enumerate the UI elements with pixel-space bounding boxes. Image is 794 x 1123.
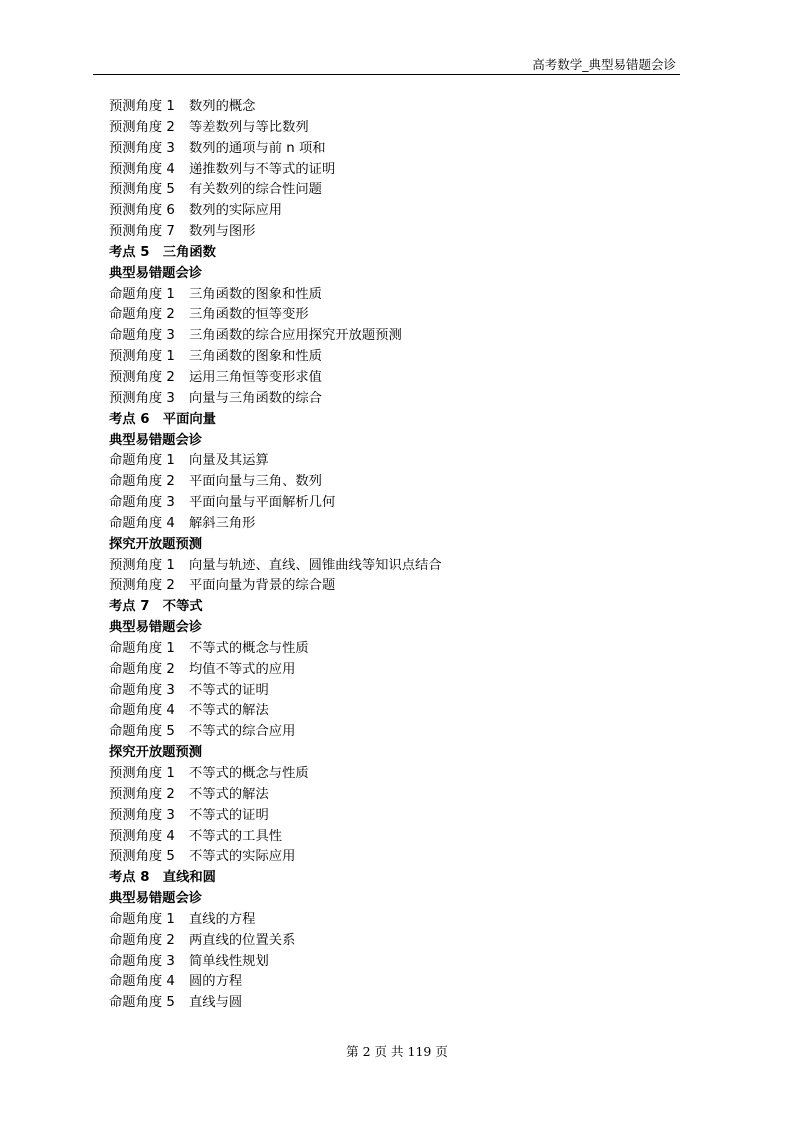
outline-item-label: 预测角度 1 [109,349,175,365]
outline-item-text: 直线与圆 [189,995,243,1011]
outline-item-text: 不等式的实际应用 [189,849,296,865]
outline-item-text: 不等式的证明 [189,807,269,823]
outline-item [109,556,669,577]
outline-item-text: 向量与轨迹、直线、圆锥曲线等知识点结合 [189,557,442,573]
outline-item-text: 不等式的工具性 [189,828,283,844]
outline-item-label: 预测角度 6 [109,203,175,219]
outline-item-text: 数列的概念 [189,99,256,114]
outline-item-text: 解斜三角形 [189,515,256,531]
outline-item-label: 命题角度 1 [109,911,175,927]
outline-item [109,493,669,514]
outline-item [109,847,669,868]
outline-item [109,118,669,139]
outline-item [109,764,669,785]
outline-item-label: 预测角度 2 [109,786,175,802]
section-heading: 考点 5 三角函数 [109,244,216,260]
outline-item-label: 预测角度 7 [109,224,175,240]
outline-item-label: 命题角度 5 [109,995,175,1011]
outline-item-label: 预测角度 2 [109,578,175,594]
outline-item [109,222,669,243]
outline-item-label: 预测角度 4 [109,828,175,844]
outline-item-text: 有关数列的综合性问题 [189,182,322,198]
outline-item-text: 平面向量与平面解析几何 [189,495,336,511]
outline-item [109,931,669,952]
outline-item [109,514,669,535]
outline-item [109,347,669,368]
outline-item [109,660,669,681]
outline-item [109,701,669,722]
section-heading: 典型易错题会诊 [109,891,203,907]
outline-item-label: 命题角度 4 [109,515,175,531]
outline-item-label: 命题角度 2 [109,474,175,490]
outline-item [109,326,669,347]
outline-item-text: 不等式的综合应用 [189,724,296,740]
section-heading: 探究开放题预测 [109,536,203,552]
outline-item-text: 等差数列与等比数列 [189,119,309,135]
outline-item-label: 预测角度 3 [109,807,175,823]
outline-item-label: 命题角度 4 [109,703,175,719]
outline-item-text: 不等式的解法 [189,703,269,719]
outline-item-text: 向量及其运算 [189,453,269,469]
outline-item-label: 预测角度 1 [109,99,175,114]
outline-item-label: 预测角度 4 [109,161,175,177]
outline-item-label: 命题角度 2 [109,932,175,948]
outline-item-text: 运用三角恒等变形求值 [189,369,322,385]
outline-item [109,806,669,827]
running-header-title: 高考数学_典型易错题会诊 [532,57,676,72]
page-footer: 第 2 页 共 119 页 [346,1044,448,1059]
outline-item-text: 数列的实际应用 [189,203,283,219]
outline-item-text: 圆的方程 [189,974,243,990]
outline-item-text: 三角函数的图象和性质 [189,286,322,302]
outline-item-label: 命题角度 1 [109,640,175,656]
outline-item-text: 三角函数的恒等变形 [189,307,309,323]
outline-item-label: 预测角度 5 [109,849,175,865]
outline-item [109,389,669,410]
section-heading: 探究开放题预测 [109,745,203,761]
section-heading: 典型易错题会诊 [109,265,203,281]
outline-item [109,305,669,326]
header-divider [93,74,680,75]
outline-item-label: 预测角度 1 [109,557,175,573]
outline-item-label: 命题角度 1 [109,286,175,302]
outline-item-label: 预测角度 5 [109,182,175,198]
outline-item-text: 递推数列与不等式的证明 [189,161,336,177]
outline-item [109,681,669,702]
outline-item [109,576,669,597]
outline-list [109,97,669,1014]
outline-item [109,201,669,222]
outline-item-text: 数列的通项与前 n 项和 [189,140,326,156]
outline-item [109,722,669,743]
outline-item-text: 不等式的解法 [189,786,269,802]
outline-item [109,472,669,493]
outline-item-label: 命题角度 4 [109,974,175,990]
outline-item [109,97,669,118]
outline-item [109,785,669,806]
outline-item-label: 命题角度 3 [109,953,175,969]
outline-item-label: 命题角度 3 [109,682,175,698]
outline-item-text: 三角函数的综合应用探究开放题预测 [189,328,402,344]
outline-item-label: 预测角度 3 [109,390,175,406]
outline-item [109,368,669,389]
outline-item-text: 不等式的概念与性质 [189,640,309,656]
outline-item-text: 不等式的证明 [189,682,269,698]
outline-item [109,160,669,181]
outline-item-text: 数列与图形 [189,224,256,240]
section-heading: 典型易错题会诊 [109,620,203,636]
outline-item-text: 简单线性规划 [189,953,269,969]
outline-item [109,285,669,306]
section-heading: 典型易错题会诊 [109,432,203,448]
outline-item-label: 命题角度 2 [109,307,175,323]
outline-item [109,451,669,472]
outline-item [109,993,669,1014]
outline-item-label: 预测角度 2 [109,119,175,135]
outline-item [109,972,669,993]
outline-item-label: 命题角度 3 [109,328,175,344]
outline-item-label: 命题角度 5 [109,724,175,740]
outline-item-text: 两直线的位置关系 [189,932,296,948]
outline-item-text: 平面向量与三角、数列 [189,474,322,490]
outline-item-text: 向量与三角函数的综合 [189,390,322,406]
outline-item [109,910,669,931]
outline-item-text: 平面向量为背景的综合题 [189,578,336,594]
outline-item-label: 预测角度 2 [109,369,175,385]
outline-item-text: 均值不等式的应用 [189,661,296,677]
outline-item-label: 命题角度 2 [109,661,175,677]
outline-item-label: 命题角度 1 [109,453,175,469]
section-heading: 考点 8 直线和圆 [109,870,216,886]
outline-item [109,952,669,973]
outline-item-label: 命题角度 3 [109,495,175,511]
outline-item-text: 不等式的概念与性质 [189,766,309,781]
outline-item [109,180,669,201]
outline-item-text: 直线的方程 [189,911,256,927]
outline-item [109,827,669,848]
outline-item-label: 预测角度 3 [109,140,175,156]
outline-item [109,639,669,660]
section-heading: 考点 6 平面向量 [109,411,216,427]
section-heading: 考点 7 不等式 [109,599,203,615]
outline-item [109,139,669,160]
outline-item-label: 预测角度 1 [109,766,175,781]
outline-item-text: 三角函数的图象和性质 [189,349,322,365]
